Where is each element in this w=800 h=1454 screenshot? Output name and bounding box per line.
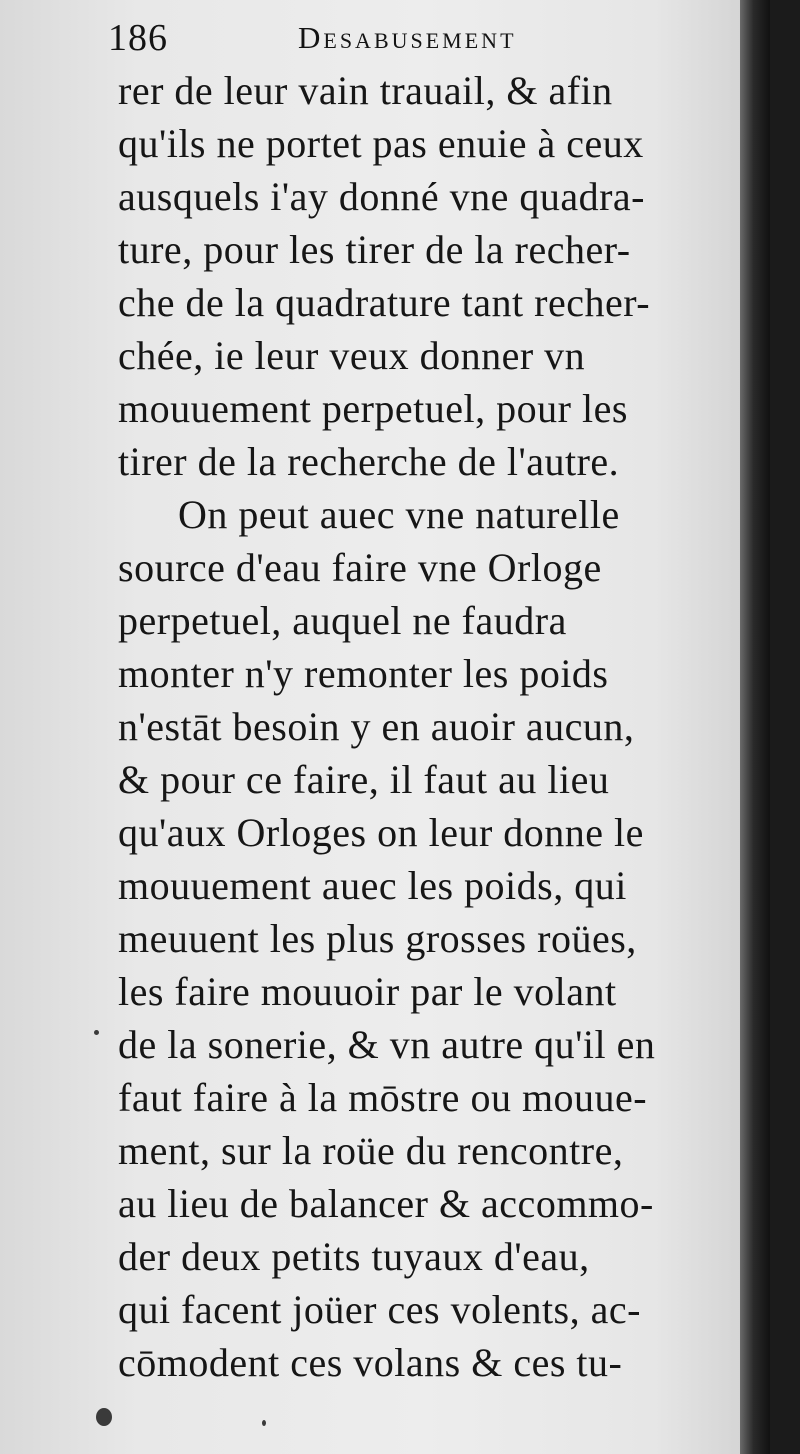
text-line: qu'aux Orloges on leur donne le xyxy=(118,810,644,855)
text-line: meuuent les plus grosses roües, xyxy=(118,916,637,961)
text-line: cōmodent ces volans & ces tu- xyxy=(118,1340,623,1385)
running-head xyxy=(108,14,628,64)
text-line: les faire mouuoir par le volant xyxy=(118,969,617,1014)
text-line: qui facent joüer ces volents, ac- xyxy=(118,1287,641,1332)
text-line: source d'eau faire vne Orloge xyxy=(118,545,602,590)
running-title: Desabusement xyxy=(298,20,517,55)
text-line: faut faire à la mōstre ou mouue- xyxy=(118,1075,648,1120)
ink-speck xyxy=(262,1420,266,1426)
body-text xyxy=(118,64,758,1389)
text-line: n'estāt besoin y en auoir aucun, xyxy=(118,704,635,749)
text-line: ture, pour les tirer de la recher- xyxy=(118,227,631,272)
text-line: rer de leur vain trauail, & afin xyxy=(118,68,613,113)
page-number: 186 xyxy=(108,17,168,59)
binding-shadow xyxy=(740,0,770,1454)
text-line: qu'ils ne portet pas enuie à ceux xyxy=(118,121,644,166)
text-line: der deux petits tuyaux d'eau, xyxy=(118,1234,590,1279)
text-line: che de la quadrature tant recher- xyxy=(118,280,651,325)
text-line: perpetuel, auquel ne faudra xyxy=(118,598,567,643)
text-line: monter n'y remonter les poids xyxy=(118,651,609,696)
text-line: de la sonerie, & vn autre qu'il en xyxy=(118,1022,656,1067)
ink-speck xyxy=(96,1408,112,1426)
text-line: tirer de la recherche de l'autre. xyxy=(118,439,620,484)
text-line: ausquels i'ay donné vne quadra- xyxy=(118,174,645,219)
text-line: ment, sur la roüe du rencontre, xyxy=(118,1128,624,1173)
ink-speck xyxy=(94,1030,99,1035)
text-line: & pour ce faire, il faut au lieu xyxy=(118,757,610,802)
text-line: mouuement auec les poids, qui xyxy=(118,863,627,908)
paragraph-start-line: On peut auec vne naturelle xyxy=(178,492,620,537)
text-line: mouuement perpetuel, pour les xyxy=(118,386,628,431)
text-line: chée, ie leur veux donner vn xyxy=(118,333,586,378)
text-line: au lieu de balancer & accommo- xyxy=(118,1181,654,1226)
